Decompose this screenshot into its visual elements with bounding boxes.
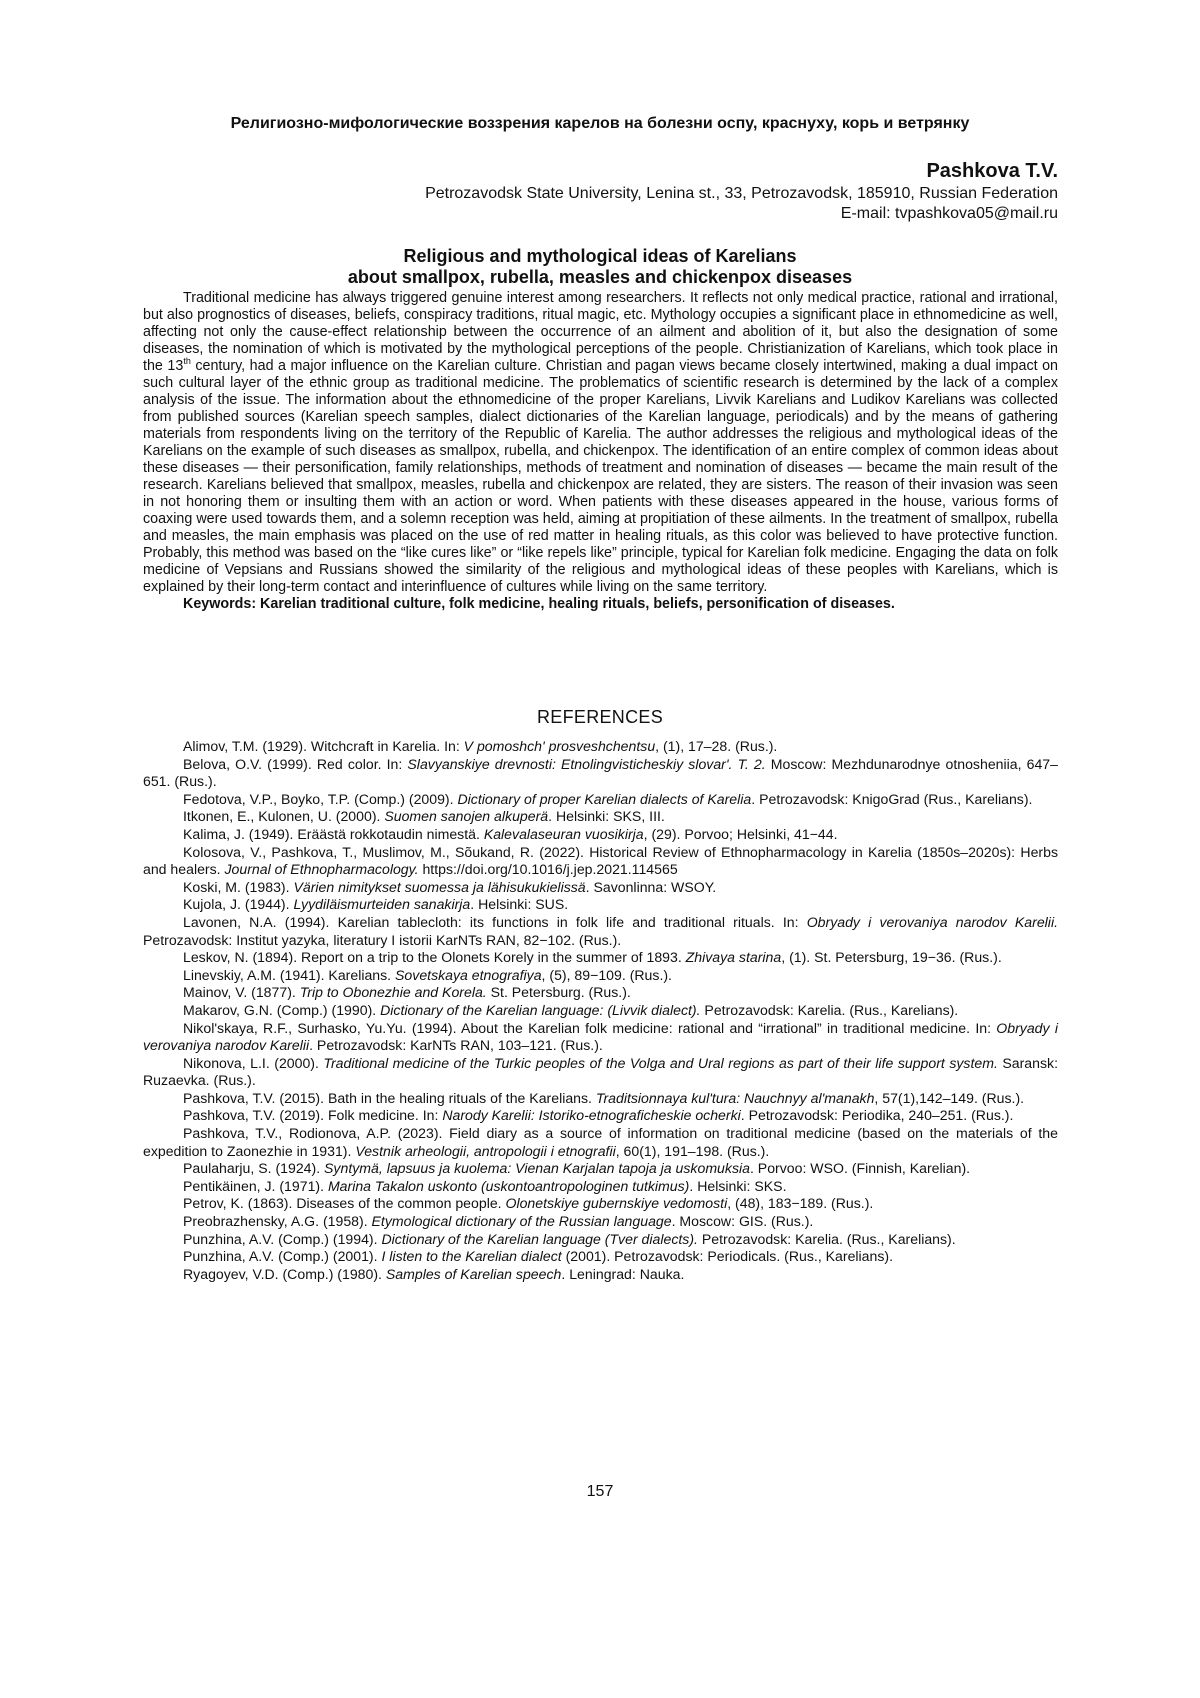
reference-text: Petrozavodsk: Karelia. (Rus., Karelians). <box>697 1230 956 1247</box>
reference-item <box>143 1248 1058 1266</box>
reference-text: Linevskiy, A.M. (1941). Karelians. <box>183 966 396 983</box>
reference-text: Makarov, G.N. (Comp.) (1990). <box>183 1001 381 1018</box>
reference-text: . Helsinki: SKS, III. <box>548 808 665 825</box>
reference-item <box>143 1002 1058 1020</box>
reference-italic-title: Dictionary of the Karelian language: (Livvik dialect). <box>380 1001 701 1018</box>
reference-item <box>143 1195 1058 1213</box>
reference-text: , (1). St. Petersburg, 19−36. (Rus.). <box>781 949 1002 966</box>
reference-italic-title: Olonetskiye gubernskiye vedomosti <box>505 1195 728 1212</box>
reference-text: Pashkova, T.V., Rodionova, A.P. (2023). Field diary as a source of information on traditional medicine (based on the materials of the expedition to Zaonezhie in 1931). <box>143 1125 1058 1159</box>
article-title <box>140 246 1060 288</box>
reference-italic-title: Obryady i verovaniya narodov Karelii <box>143 1019 1058 1054</box>
article-title-line-1: Religious and mythological ideas of Karelians <box>403 246 797 266</box>
reference-italic-title: Traditional medicine of the Turkic peoples of the Volga and Ural regions as part of their life support system. <box>323 1054 998 1071</box>
reference-italic-title: Marina Takalon uskonto (uskontoantropologinen tutkimus) <box>327 1177 690 1194</box>
reference-italic-title: Sovetskaya etnografiya <box>395 966 542 983</box>
references-list <box>143 738 1058 1283</box>
author-affiliation: Petrozavodsk State University, Lenina st., 33, Petrozavodsk, 185910, Russian Federation <box>425 185 1058 202</box>
reference-item <box>143 738 1058 756</box>
reference-italic-title: Dictionary of proper Karelian dialects of Karelia <box>457 790 752 807</box>
reference-text: Punzhina, A.V. (Comp.) (2001). <box>183 1248 382 1265</box>
reference-text: Saransk: Ruzaevka. (Rus.). <box>143 1054 1058 1089</box>
reference-text: Pentikäinen, J. (1971). <box>183 1177 328 1194</box>
reference-item <box>143 808 1058 826</box>
reference-text: St. Petersburg. (Rus.). <box>486 984 631 1001</box>
russian-title: Религиозно-мифологические воззрения карелов на болезни оспу, краснуху, корь и ветрянку <box>230 115 970 132</box>
reference-text: . Porvoo: WSO. (Finnish, Karelian). <box>749 1160 971 1177</box>
reference-italic-title: Vestnik arheologii, antropologii i etnografii <box>355 1142 616 1159</box>
reference-item <box>143 879 1058 897</box>
abstract-paragraph <box>143 290 1058 596</box>
reference-text: https://doi.org/10.1016/j.jep.2021.114565 <box>418 861 678 878</box>
reference-italic-title: Syntymä, lapsuus ja kuolema: Vienan Karjalan tapoja ja uskomuksia <box>324 1160 750 1177</box>
reference-text: Belova, O.V. (1999). Red color. In: <box>183 755 408 772</box>
reference-text: . Helsinki: SUS. <box>470 896 569 913</box>
reference-text: Kujola, J. (1944). <box>183 896 294 913</box>
reference-text: Preobrazhensky, A.G. (1958). <box>183 1213 372 1230</box>
reference-text: Nikonova, L.I. (2000). <box>183 1054 324 1071</box>
reference-text: Itkonen, E., Kulonen, U. (2000). <box>183 808 385 825</box>
reference-item <box>143 1090 1058 1108</box>
article-title-line-2: about smallpox, rubella, measles and chickenpox diseases <box>347 267 853 287</box>
reference-text: Pashkova, T.V. (2015). Bath in the healing rituals of the Karelians. <box>183 1089 596 1106</box>
reference-text: Lavonen, N.A. (1994). Karelian tablecloth: its functions in folk life and traditional rituals. In: <box>183 913 807 930</box>
reference-item <box>143 984 1058 1002</box>
reference-italic-title: Lyydiläismurteiden sanakirja <box>293 896 471 913</box>
reference-text: , (48), 183−189. (Rus.). <box>727 1195 874 1212</box>
abstract-text-part-1: Traditional medicine has always triggered genuine interest among researchers. It reflects not only medical practice, rational and irrational, but also prognostics of diseases, beliefs, conspiracy traditions, ritual magic, etc. Mythology occupies a significant place in ethnomedicine as well, affecting not only the cause-effect relationship between the occurrence of an ailment and abolition of it, but also the designation of some diseases, the nomination of which is motivated by the mythological perceptions of the people. Christianization of Karelians, which took place in the 13 <box>143 290 1058 374</box>
reference-item <box>143 1160 1058 1178</box>
reference-italic-title: I listen to the Karelian dialect <box>381 1248 562 1265</box>
reference-item <box>143 756 1058 791</box>
page-number: 157 <box>586 1483 614 1500</box>
reference-text: . Moscow: GIS. (Rus.). <box>671 1213 814 1230</box>
reference-item <box>143 896 1058 914</box>
reference-text: Petrozavodsk: Karelia. (Rus., Karelians). <box>700 1001 959 1018</box>
reference-text: Kolosova, V., Pashkova, T., Muslimov, M., Sõukand, R. (2022). Historical Review of Ethnopharmacology in Karelia (1850s–2020s): Herbs and healers. <box>143 843 1058 878</box>
reference-italic-title: Värien nimitykset suomessa ja lähisukukielissä <box>293 878 586 895</box>
reference-text: Mainov, V. (1877). <box>183 984 300 1001</box>
reference-item <box>143 1178 1058 1196</box>
reference-italic-title: Slavyanskiye drevnosti: Etnolingvisticheskiy slovar'. T. 2. <box>407 755 766 772</box>
reference-italic-title: Obryady i verovaniya narodov Karelii. <box>806 913 1058 930</box>
reference-text: Fedotova, V.P., Boyko, T.P. (Comp.) (2009). <box>183 790 458 807</box>
reference-italic-title: Etymological dictionary of the Russian language <box>371 1213 672 1230</box>
reference-text: . Leningrad: Nauka. <box>561 1265 685 1282</box>
reference-text: Koski, M. (1983). <box>183 878 294 895</box>
abstract-superscript: th <box>183 356 191 367</box>
reference-item <box>143 1213 1058 1231</box>
reference-italic-title: Zhivaya starina <box>685 949 782 966</box>
reference-text: Ryagoyev, V.D. (Comp.) (1980). <box>183 1265 386 1282</box>
reference-item <box>143 949 1058 967</box>
reference-text: . Petrozavodsk: KnigoGrad (Rus., Karelians). <box>751 790 1033 807</box>
reference-text: Petrov, K. (1863). Diseases of the common people. <box>183 1195 506 1212</box>
reference-text: Petrozavodsk: Institut yazyka, literatury I istorii KarNTs RAN, 82−102. (Rus.). <box>143 931 622 948</box>
author-block <box>258 158 1058 224</box>
reference-text: . Petrozavodsk: Periodika, 240–251. (Rus.). <box>740 1107 1014 1124</box>
reference-text: Paulaharju, S. (1924). <box>183 1160 325 1177</box>
reference-item <box>143 1055 1058 1090</box>
abstract <box>143 290 1058 613</box>
reference-text: (2001). Petrozavodsk: Periodicals. (Rus., Karelians). <box>561 1248 894 1265</box>
reference-item <box>143 967 1058 985</box>
reference-item <box>143 791 1058 809</box>
reference-text: Moscow: Mezhdunarodnye otnosheniia, 647–651. (Rus.). <box>143 755 1058 790</box>
reference-item <box>143 1125 1058 1160</box>
reference-italic-title: Traditsionnaya kul'tura: Nauchnyy al'manakh <box>595 1089 875 1106</box>
reference-text: , 60(1), 191–198. (Rus.). <box>615 1142 770 1159</box>
author-name: Pashkova T.V. <box>926 160 1058 182</box>
references-heading: REFERENCES <box>536 707 664 727</box>
reference-italic-title: Suomen sanojen alkuperä <box>384 808 549 825</box>
reference-italic-title: Dictionary of the Karelian language (Tver dialects). <box>381 1230 698 1247</box>
reference-text: . Petrozavodsk: KarNTs RAN, 103–121. (Rus.). <box>309 1037 603 1054</box>
reference-italic-title: V pomoshch' prosveshchentsu <box>463 738 656 754</box>
author-email: E-mail: tvpashkova05@mail.ru <box>840 205 1058 222</box>
reference-item <box>143 1020 1058 1055</box>
reference-italic-title: Kalevalaseuran vuosikirja <box>483 825 644 842</box>
reference-text: , (29). Porvoo; Helsinki, 41−44. <box>643 825 838 842</box>
reference-text: Pashkova, T.V. (2019). Folk medicine. In: <box>183 1107 443 1124</box>
reference-text: , (1), 17–28. (Rus.). <box>655 738 778 754</box>
reference-italic-title: Trip to Obonezhie and Korela. <box>299 984 487 1001</box>
reference-text: . Helsinki: SKS. <box>689 1177 787 1194</box>
keywords: Keywords: Karelian traditional culture, folk medicine, healing rituals, beliefs, personification of diseases. <box>183 596 895 612</box>
reference-text: , (5), 89−109. (Rus.). <box>541 966 672 983</box>
reference-italic-title: Journal of Ethnopharmacology. <box>224 861 419 878</box>
reference-item <box>143 914 1058 949</box>
reference-text: Alimov, T.M. (1929). Witchcraft in Karelia. In: <box>183 738 464 754</box>
reference-item <box>143 1266 1058 1284</box>
reference-italic-title: Samples of Karelian speech <box>385 1265 562 1282</box>
reference-text: Kalima, J. (1949). Eräästä rokkotaudin nimestä. <box>183 825 484 842</box>
abstract-text-part-2: century, had a major influence on the Karelian culture. Christian and pagan views became closely intertwined, making a dual impact on such cultural layer of the ethnic group as traditional medicine. The problematics of scientific research is determined by the lack of a complex analysis of the issue. The information about the ethnomedicine of the proper Karelians, Livvik Karelians and Ludikov Karelians was collected from published sources (Karelian speech samples, dialect dictionaries of the Karelian language, periodicals) and by the means of gathering materials from respondents living on the territory of the Republic of Karelia. The author addresses the religious and mythological ideas of the Karelians on the example of such diseases as smallpox, rubella, and chickenpox. The identification of an entire complex of common ideas about these diseases — their personification, family relationships, methods of treatment and nomination of diseases — became the main result of the research. Karelians believed that smallpox, measles, rubella and chickenpox are related, they are sisters. The reason of their invasion was seen in not honoring them or insulting them with an action or word. When patients with these diseases appeared in the house, various forms of coaxing were used towards them, and a solemn reception was held, aiming at propitiation of these ailments. In the treatment of smallpox, rubella and measles, the main emphasis was placed on the use of red matter in healing rituals, as this color was believed to have protective function. Probably, this method was based on the “like cures like” or “like repels like” principle, typical for Karelian folk medicine. Engaging the data on folk medicine of Vepsians and Russians showed the similarity of the religious and mythological ideas of these peoples with Karelians, which is explained by their long-term contact and interinfluence of cultures while living on the same territory. <box>143 358 1059 595</box>
reference-item <box>143 1231 1058 1249</box>
reference-text: , 57(1),142–149. (Rus.). <box>874 1089 1025 1106</box>
reference-item <box>143 826 1058 844</box>
reference-text: Punzhina, A.V. (Comp.) (1994). <box>183 1230 382 1247</box>
reference-item <box>143 1107 1058 1125</box>
reference-text: Nikol'skaya, R.F., Surhasko, Yu.Yu. (1994). About the Karelian folk medicine: rational and “irrational” in traditional medicine. In: <box>183 1019 997 1036</box>
reference-text: . Savonlinna: WSOY. <box>585 878 717 895</box>
reference-italic-title: Narody Karelii: Istoriko-etnograficheskie ocherki <box>442 1107 741 1124</box>
reference-text: Leskov, N. (1894). Report on a trip to the Olonets Korely in the summer of 1893. <box>183 949 686 966</box>
reference-item <box>143 844 1058 879</box>
